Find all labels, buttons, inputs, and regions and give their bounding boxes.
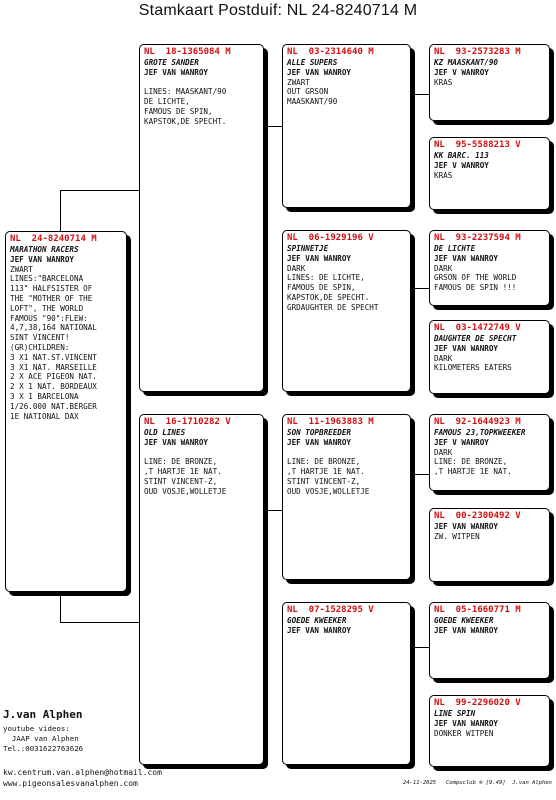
youtube-channel: JAAP van Alphen — [3, 734, 79, 743]
pigeon-name: GOEDE KWEEKER — [434, 616, 494, 625]
connector — [264, 510, 282, 511]
pigeon-notes: ZWART LINES:"BARCELONA 113" HALFSISTER OF THE "MOTHER OF THE LOFT", THE WORLD FAMOUS "90":FLEW: 4,7,38,164 NATIONAL SINT VINCENT! (GR)CHILDREN: 3 X1 NAT.ST.VINCENT 3 X1 NAT. MARSEILLE 2 X ACE PIGEON NAT. 2 X 1 NAT. BORDEAUX 3 X 1 BARCELONA 1/26.000 NAT.BERGER 1E NATIONAL DAX — [10, 264, 97, 421]
pigeon-name: LINE SPIN — [434, 709, 476, 718]
owner-name: JEF VAN WANROY — [144, 437, 209, 447]
pigeon-name: FAMOUS 23,TOPKWEEKER — [434, 428, 526, 437]
ring-number: NL 16-1710282 V — [144, 417, 231, 427]
pigeon-card-ff[interactable] — [282, 44, 411, 208]
owner-name: JEF VAN WANROY — [287, 67, 352, 77]
website-link[interactable]: www.pigeonsalesvanalphen.com — [3, 779, 138, 788]
email-address[interactable]: kw.centrum.van.alphen@hotmail.com — [3, 768, 162, 777]
pigeon-notes: LINE: DE BRONZE, ,T HARTJE 1E NAT. STINT VINCENT-Z, OUD VOSJE,WOLLETJE — [287, 457, 370, 496]
connector — [60, 592, 61, 622]
ring-number: NL 93-2573283 M — [434, 47, 521, 57]
owner-name: JEF VAN WANROY — [434, 343, 499, 353]
pigeon-name: MARATHON RACERS — [10, 245, 79, 254]
ring-number: NL 06-1929196 V — [287, 233, 374, 243]
pigeon-name: GROTE SANDER — [144, 58, 199, 67]
pigeon-notes: KRAS — [434, 170, 453, 180]
pigeon-notes: DARK KILOMETERS EATERS — [434, 353, 512, 373]
owner-name: JEF V WANROY — [434, 160, 489, 170]
pigeon-card-subject[interactable] — [5, 231, 127, 592]
ring-number: NL 92-1644923 M — [434, 417, 521, 427]
owner-name: JEF VAN WANROY — [434, 718, 499, 728]
owner-name: JEF VAN WANROY — [144, 67, 209, 77]
owner-name: JEF V WANROY — [434, 67, 489, 77]
connector — [60, 190, 61, 231]
pigeon-name: DAUGHTER DE SPECHT — [434, 334, 517, 343]
pigeon-card-mmm[interactable] — [429, 695, 550, 767]
owner-name: JEF VAN WANROY — [287, 437, 352, 447]
pigeon-card-mother[interactable] — [139, 414, 264, 765]
pigeon-name: OLD LINES — [144, 428, 186, 437]
ring-number: NL 07-1528295 V — [287, 605, 374, 615]
pigeon-notes: LINES: MAASKANT/90 DE LICHTE, FAMOUS DE SPIN, KAPSTOK,DE SPECHT. — [144, 87, 227, 126]
owner-name: JEF VAN WANROY — [434, 253, 499, 263]
pigeon-notes: DONKER WITPEN — [434, 728, 494, 738]
owner-name: JEF VAN WANROY — [287, 253, 352, 263]
youtube-label: youtube videos: — [3, 724, 70, 733]
ring-number: NL 24-8240714 M — [10, 234, 97, 244]
pigeon-card-father[interactable] — [139, 44, 264, 392]
connector — [264, 126, 282, 127]
ring-number: NL 93-2237594 M — [434, 233, 521, 243]
pigeon-card-mf[interactable] — [282, 414, 411, 580]
pigeon-name: GOEDE KWEEKER — [287, 616, 347, 625]
pigeon-name: KZ MAASKANT/90 — [434, 58, 499, 67]
pigeon-card-mfm[interactable] — [429, 508, 550, 582]
ring-number: NL 18-1365084 M — [144, 47, 231, 57]
pigeon-name: KK BARC. 113 — [434, 151, 489, 160]
connector — [60, 622, 139, 623]
pigeon-notes: ZWART OUT GRSON MAASKANT/90 — [287, 77, 338, 107]
connector — [60, 190, 139, 191]
pigeon-notes: DARK GRSON OF THE WORLD FAMOUS DE SPIN !!! — [434, 263, 517, 293]
pigeon-notes: KRAS — [434, 77, 453, 87]
print-date: 24-11-2025 — [403, 780, 437, 786]
connector — [411, 647, 429, 648]
pigeon-card-mmf[interactable] — [429, 602, 550, 679]
pigeon-notes: DARK LINES: DE LICHTE, FAMOUS DE SPIN, KAPSTOK,DE SPECHT. GRDAUGHTER DE SPECHT — [287, 263, 379, 312]
owner-name: JEF V WANROY — [434, 437, 489, 447]
ring-number: NL 03-1472749 V — [434, 323, 521, 333]
connector — [411, 288, 429, 289]
pigeon-card-mm[interactable] — [282, 602, 411, 765]
ring-number: NL 00-2300492 V — [434, 511, 521, 521]
page-title: Stamkaart Postduif: NL 24-8240714 M — [138, 2, 418, 19]
breeder-name: J.van Alphen — [3, 708, 83, 721]
software-credit: Compuclub ® [9.49] J.van Alphen — [446, 780, 552, 786]
ring-number: NL 05-1660771 M — [434, 605, 521, 615]
owner-name: JEF VAN WANROY — [434, 522, 499, 531]
pigeon-notes: DARK LINE: DE BRONZE, ,T HARTJE 1E NAT. — [434, 447, 512, 477]
pigeon-card-mff[interactable] — [429, 414, 550, 491]
pigeon-name: SON TOPBREEDER — [287, 428, 352, 437]
connector — [411, 94, 429, 95]
owner-name: JEF VAN WANROY — [287, 625, 352, 635]
pigeon-card-fm[interactable] — [282, 230, 411, 392]
ring-number: NL 03-2314640 M — [287, 47, 374, 57]
pigeon-card-fmf[interactable] — [429, 230, 550, 306]
ring-number: NL 11-1963883 M — [287, 417, 374, 427]
pigeon-card-fmm[interactable] — [429, 320, 550, 394]
owner-name: JEF VAN WANROY — [434, 625, 499, 635]
ring-number: NL 99-2296020 V — [434, 698, 521, 708]
owner-name: JEF VAN WANROY — [10, 254, 75, 264]
connector — [411, 474, 429, 475]
pigeon-notes: ZW. WITPEN — [434, 531, 480, 541]
pigeon-card-fff[interactable] — [429, 44, 550, 121]
pigeon-name: SPINNETJE — [287, 244, 329, 253]
pigeon-card-ffm[interactable] — [429, 137, 550, 210]
pigeon-name: ALLE SUPERS — [287, 58, 338, 67]
ring-number: NL 95-5588213 V — [434, 140, 521, 150]
phone-number: Tel.:0031622763626 — [3, 744, 84, 753]
pigeon-notes: LINE: DE BRONZE, ,T HARTJE 1E NAT. STINT VINCENT-Z, OUD VOSJE,WOLLETJE — [144, 457, 227, 496]
pigeon-name: DE LICHTE — [434, 244, 476, 253]
